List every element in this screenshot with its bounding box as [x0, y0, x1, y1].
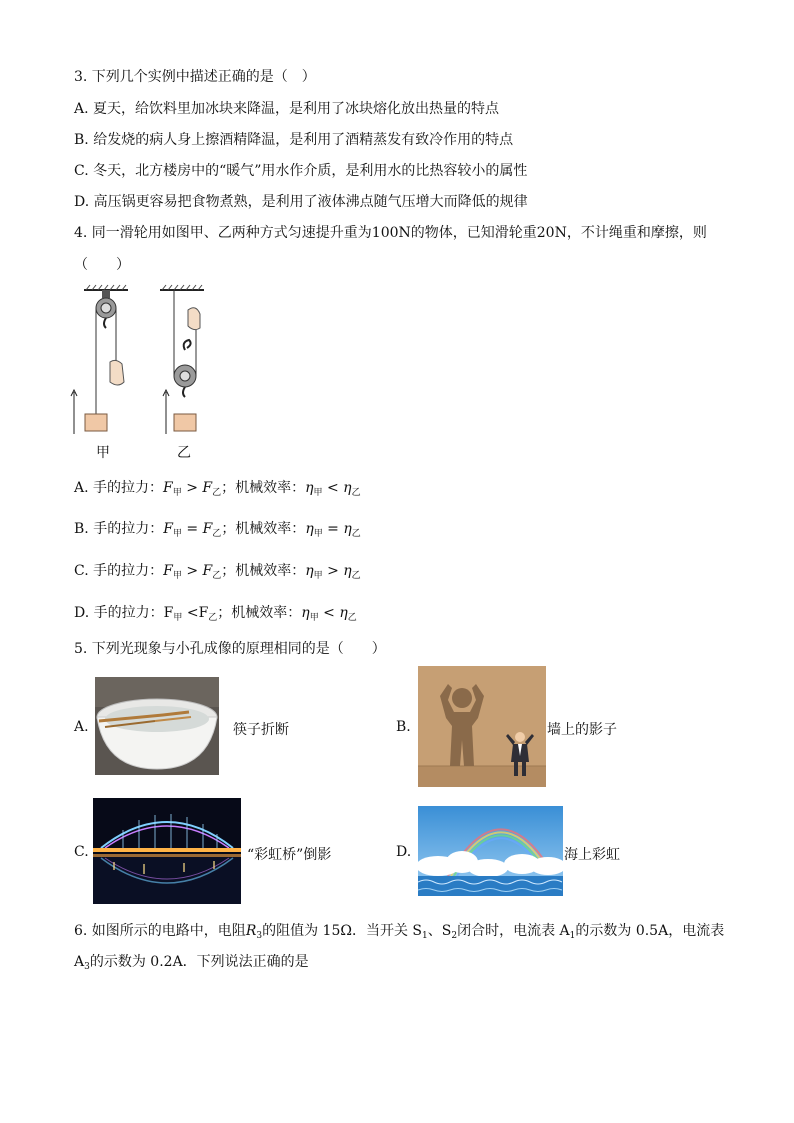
q3-option-c: C. 冬天，北方楼房中的“暖气”用水作介质，是利用水的比热容较小的属性: [74, 163, 528, 179]
sea-rainbow-photo: [418, 806, 563, 896]
q5-choice-a-caption: 筷子折断: [233, 722, 289, 738]
q3-option-a: A. 夏天，给饮料里加冰块来降温，是利用了冰块熔化放出热量的特点: [74, 101, 500, 117]
q4-option-d: D. 手的拉力：$F_甲 <F_乙$；机械效率：$\eta_甲 < \eta_乙$: [74, 605, 357, 623]
figure-label-yi: 乙: [177, 445, 191, 461]
rainbow-bridge-photo: [93, 798, 241, 904]
wall-shadow-photo: [418, 666, 546, 787]
chopstick-bowl-photo: [95, 677, 219, 775]
q5-choice-c-letter: C.: [74, 844, 89, 860]
q4-option-b: B. 手的拉力：$F_甲 = F_乙$；机械效率：$\eta_甲 = \eta_乙$: [74, 521, 361, 539]
q5-choice-d-letter: D.: [396, 844, 412, 860]
q3-option-b: B. 给发烧的病人身上擦酒精降温，是利用了酒精蒸发有致冷作用的特点: [74, 132, 514, 148]
q4-option-a: A. 手的拉力：$F_甲 > F_乙$；机械效率：$\eta_甲 < \eta_乙$: [74, 480, 361, 498]
q3-option-d: D. 高压锅更容易把食物煮熟，是利用了液体沸点随气压增大而降低的规律: [74, 194, 528, 210]
q4-option-c: C. 手的拉力：$F_甲 > F_乙$；机械效率：$\eta_甲 > \eta_乙$: [74, 563, 361, 581]
q5-choice-d-caption: 海上彩虹: [564, 847, 620, 863]
q5-choice-b-letter: B.: [396, 719, 411, 735]
q4-stem-paren: （ ）: [74, 257, 130, 273]
q5-choice-c-caption: “彩虹桥”倒影: [247, 847, 332, 863]
q6-line-2: $A_3$的示数为 0.2A．下列说法正确的是: [74, 954, 309, 972]
q5-choice-b-caption: 墙上的影子: [547, 722, 617, 738]
movable-pulley-diagram: [160, 285, 204, 434]
q5-choice-a-letter: A.: [74, 719, 89, 735]
pulley-figure: [66, 284, 226, 464]
figure-label-jia: 甲: [96, 445, 110, 461]
fixed-pulley-diagram: [71, 285, 128, 434]
q5-stem: 5. 下列光现象与小孔成像的原理相同的是（ ）: [74, 641, 386, 657]
q6-line-1: 6. 如图所示的电路中，电阻$R_3$的阻值为 15Ω．当开关 $S_1$、$S_2$闭合时，电流表 $A_1$的示数为 0.5A，电流表: [74, 923, 725, 941]
q3-stem: 3. 下列几个实例中描述正确的是（ ）: [74, 69, 316, 85]
q4-stem: 4. 同一滑轮用如图甲、乙两种方式匀速提升重为100N的物体，已知滑轮重20N，不计绳重和摩擦，则: [74, 225, 707, 241]
